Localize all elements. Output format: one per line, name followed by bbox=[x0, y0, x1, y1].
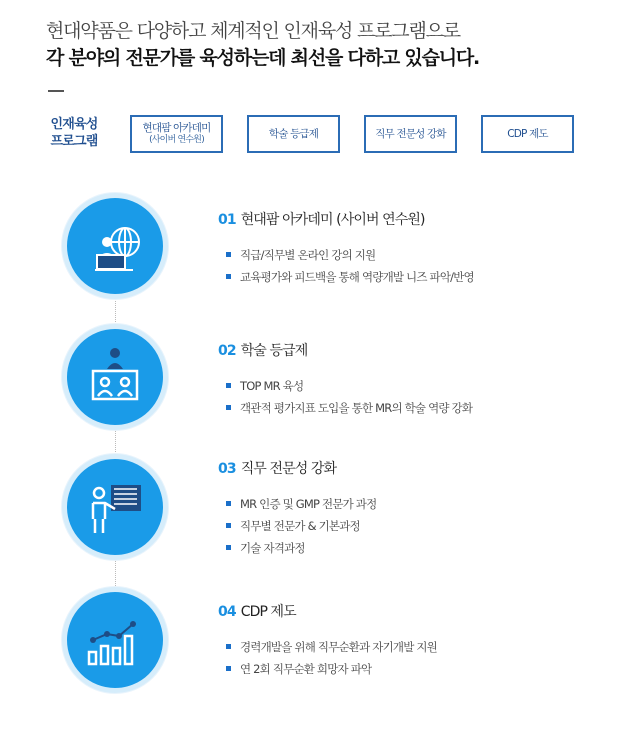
bullet-icon bbox=[226, 545, 231, 550]
bullet-icon bbox=[226, 252, 231, 257]
list-item: 직무별 전문가 & 기본과정 bbox=[226, 515, 598, 537]
section-title: 03 직무 전문성 강화 bbox=[218, 461, 337, 477]
bullet-icon bbox=[226, 405, 231, 410]
bullet-icon bbox=[226, 383, 231, 388]
section-2 bbox=[218, 341, 598, 419]
section-list bbox=[218, 244, 598, 288]
section-number: 04 bbox=[218, 604, 236, 620]
bullet-icon bbox=[226, 666, 231, 671]
list-item: TOP MR 육성 bbox=[226, 375, 598, 397]
list-item: 기술 자격과정 bbox=[226, 537, 598, 559]
section-list bbox=[218, 375, 598, 419]
program-button-cdp[interactable] bbox=[481, 115, 574, 153]
intro-line-2: 각 분야의 전문가를 육성하는데 최선을 다하고 있습니다. bbox=[46, 47, 480, 69]
computer-globe-icon bbox=[67, 198, 163, 294]
program-button-label: 직무 전문성 강화 bbox=[375, 127, 446, 140]
intro-text bbox=[46, 18, 479, 72]
section-title: 02 학술 등급제 bbox=[218, 343, 308, 359]
list-item: MR 인증 및 GMP 전문가 과정 bbox=[226, 493, 598, 515]
section-1-badge bbox=[62, 193, 168, 299]
section-4 bbox=[218, 602, 598, 680]
list-item: 객관적 평가지표 도입을 통한 MR의 학술 역량 강화 bbox=[226, 397, 598, 419]
program-button-sublabel: (사이버 연수원) bbox=[149, 135, 204, 145]
program-button-label: 학술 등급제 bbox=[268, 127, 319, 140]
section-list bbox=[218, 493, 598, 559]
bullet-icon bbox=[226, 274, 231, 279]
growth-chart-icon bbox=[67, 592, 163, 688]
program-button-label: CDP 제도 bbox=[507, 127, 548, 140]
bullet-icon bbox=[226, 501, 231, 506]
bullet-icon bbox=[226, 523, 231, 528]
program-button-academy[interactable] bbox=[130, 115, 223, 153]
section-1 bbox=[218, 210, 598, 288]
section-list bbox=[218, 636, 598, 680]
section-3 bbox=[218, 459, 598, 559]
bullet-icon bbox=[226, 644, 231, 649]
list-item: 연 2회 직무순환 희망자 파악 bbox=[226, 658, 598, 680]
list-item: 교육평가와 피드백을 통해 역량개발 니즈 파악/반영 bbox=[226, 266, 598, 288]
divider bbox=[48, 90, 64, 92]
program-label: 인재육성 프로그램 bbox=[50, 117, 98, 149]
section-number: 01 bbox=[218, 212, 236, 228]
section-number: 02 bbox=[218, 343, 236, 359]
section-4-badge bbox=[62, 587, 168, 693]
section-3-badge bbox=[62, 454, 168, 560]
section-number: 03 bbox=[218, 461, 236, 477]
program-button-expertise[interactable] bbox=[364, 115, 457, 153]
program-button-grade[interactable] bbox=[247, 115, 340, 153]
list-item: 직급/직무별 온라인 강의 지원 bbox=[226, 244, 598, 266]
section-title: 04 CDP 제도 bbox=[218, 604, 296, 620]
section-title: 01 현대팜 아카데미 (사이버 연수원) bbox=[218, 212, 425, 228]
section-2-badge bbox=[62, 324, 168, 430]
list-item: 경력개발을 위해 직무순환과 자기개발 지원 bbox=[226, 636, 598, 658]
program-button-label: 현대팜 아카데미 bbox=[142, 122, 211, 134]
intro-line-1: 현대약품은 다양하고 체계적인 인재육성 프로그램으로 bbox=[46, 20, 460, 42]
meeting-icon bbox=[67, 329, 163, 425]
presentation-icon bbox=[67, 459, 163, 555]
